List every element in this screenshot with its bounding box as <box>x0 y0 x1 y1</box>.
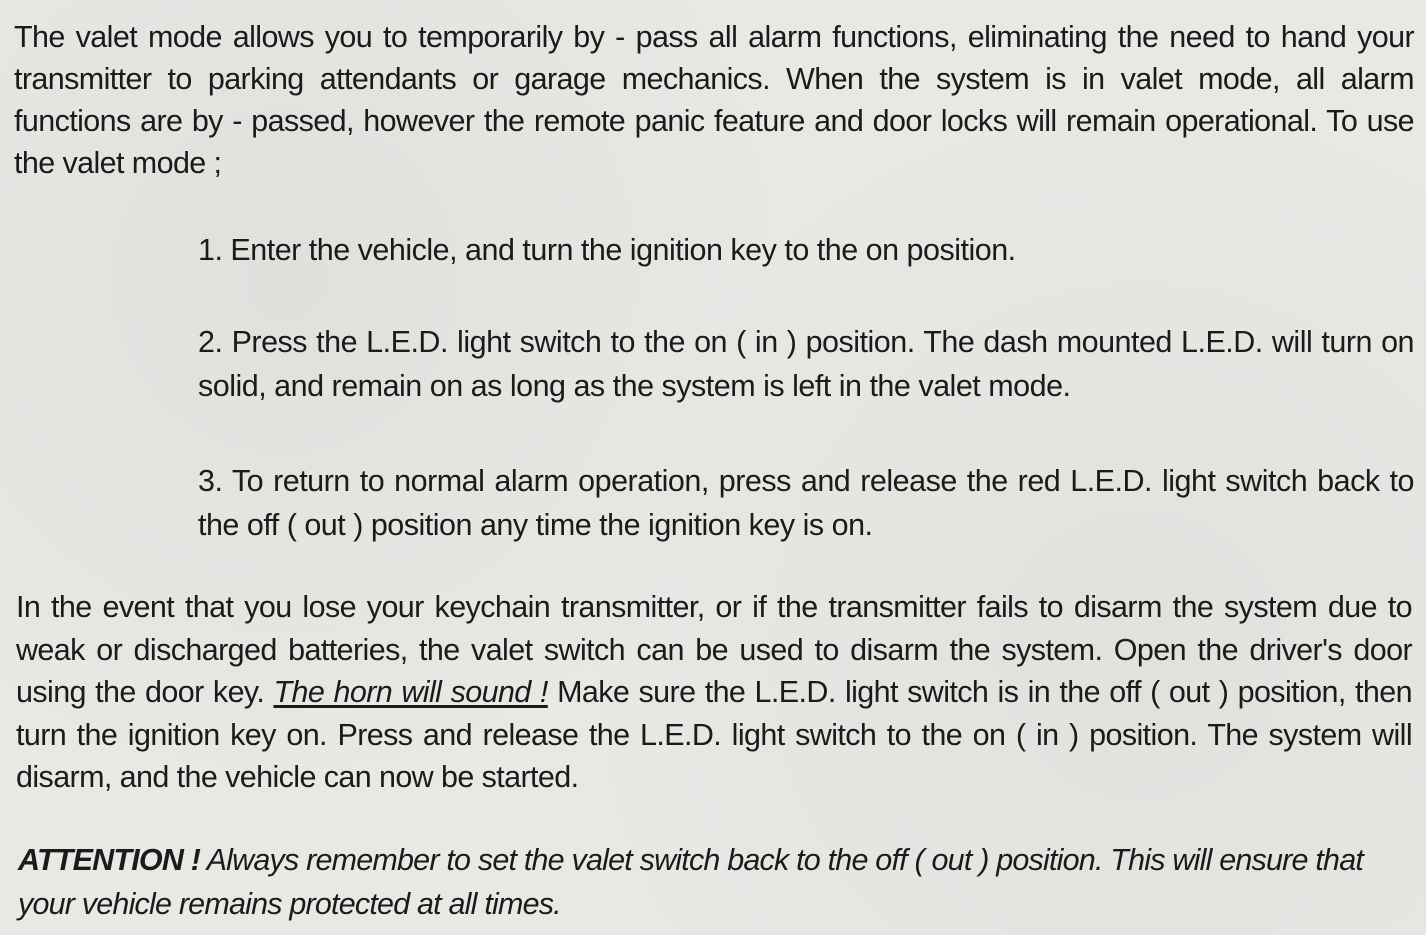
step-3: 3. To return to normal alarm operation, press and release the red L.E.D. light switch back to the off ( out ) position any time the ignition key is on. <box>198 464 1414 542</box>
intro-paragraph: The valet mode allows you to temporarily by - pass all alarm functions, eliminating the need to hand your transmitter to parking attendants or garage mechanics. When the system is in valet mode, all alarm functions are by - passed, however the remote panic feature and door locks will remain operational. To use the valet mode ; <box>14 20 1414 180</box>
step-2: 2. Press the L.E.D. light switch to the on ( in ) position. The dash mounted L.E.D. will turn on solid, and remain on as long as the system is left in the valet mode. <box>198 325 1414 403</box>
lost-transmitter-text-before: In the event that you lose your keychain transmitter, or if the transmitter fails to disarm the system due to weak or discharged batteries, the valet switch can be used to disarm the system. Open the driver's door using the door key. <box>16 590 1412 709</box>
attention-label: ATTENTION ! <box>18 843 201 877</box>
step-1: 1. Enter the vehicle, and turn the ignition key to the on position. <box>198 233 1016 267</box>
attention-text: Always remember to set the valet switch back to the off ( out ) position. This will ensure that your vehicle remains protected at all times. <box>18 843 1364 921</box>
lost-transmitter-paragraph <box>16 586 1412 799</box>
attention-note <box>18 838 1418 926</box>
horn-warning: The horn will sound ! <box>273 675 548 709</box>
lost-transmitter-text-after: Make sure the L.E.D. light switch is in the off ( out ) position, then turn the ignition key on. Press and release the L.E.D. light switch to the on ( in ) position. The system will disarm, and the vehicle can now be started. <box>16 675 1412 794</box>
